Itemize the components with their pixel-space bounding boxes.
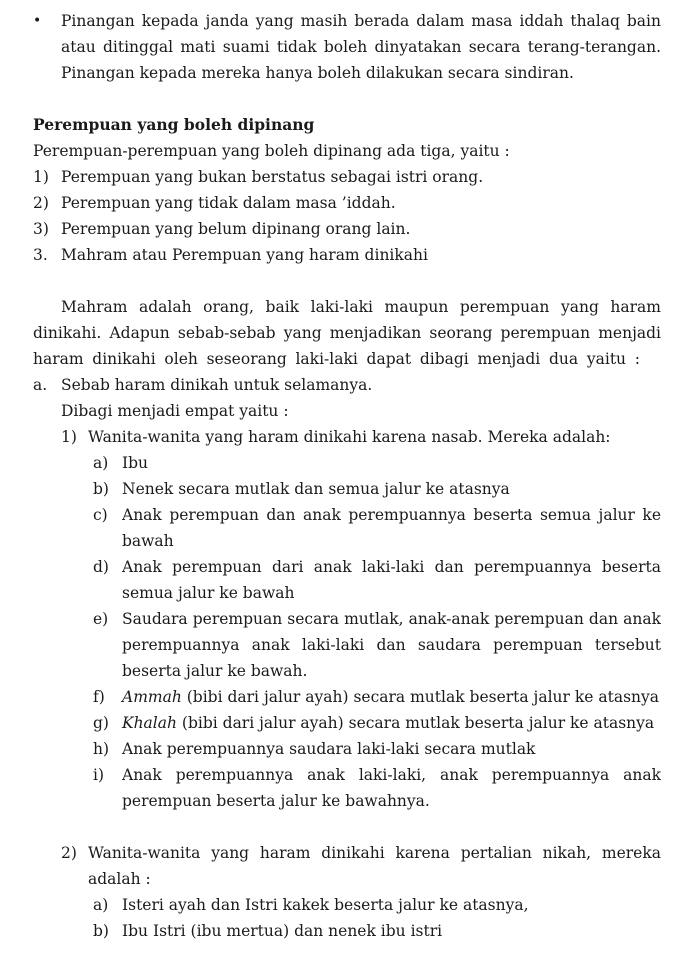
- list-marker: c): [93, 506, 108, 524]
- list-marker: f): [93, 688, 105, 706]
- category-pertalian-nikah: [0, 840, 686, 866]
- list-text: Wanita-wanita yang haram dinikahi karena pertalian nikah, mereka: [88, 844, 661, 862]
- list-item: [0, 684, 686, 710]
- list-text: Mahram atau Perempuan yang haram dinikahi: [61, 246, 428, 264]
- list-text: beserta jalur ke bawah.: [122, 662, 308, 680]
- list-text: Perempuan yang bukan berstatus sebagai istri orang.: [61, 168, 484, 186]
- list-marker: a.: [33, 376, 48, 394]
- list-marker: h): [93, 740, 110, 758]
- list-item: [0, 450, 686, 476]
- list-item: [0, 216, 686, 242]
- list-text: adalah :: [88, 870, 151, 888]
- section-heading: [0, 112, 686, 138]
- list-marker: i): [93, 766, 105, 784]
- bullet-text: Pinangan kepada mereka hanya boleh dilakukan secara sindiran.: [61, 64, 574, 82]
- list-item: [0, 918, 686, 944]
- list-marker: 2): [33, 194, 49, 212]
- paragraph-line: [0, 346, 686, 372]
- list-item: [0, 502, 686, 528]
- list-item-cont: [0, 632, 686, 658]
- list-marker: a): [93, 896, 109, 914]
- category-nasab: [0, 424, 686, 450]
- list-item-cont: [0, 528, 686, 554]
- paragraph-line: [0, 320, 686, 346]
- list-text: [122, 710, 654, 736]
- list-marker: 1): [61, 428, 77, 446]
- list-text: perempuannya anak laki-laki dan saudara perempuan tersebut: [122, 636, 661, 654]
- list-marker: b): [93, 480, 109, 498]
- list-text: bawah: [122, 532, 174, 550]
- list-item-cont: [0, 788, 686, 814]
- list-item: [0, 190, 686, 216]
- list-text: Anak perempuannya saudara laki-laki secara mutlak: [122, 740, 536, 758]
- bullet-marker: •: [33, 13, 42, 29]
- list-item: [0, 762, 686, 788]
- list-item: [0, 164, 686, 190]
- term-italic: Ammah: [122, 688, 182, 706]
- bullet-item-line: [0, 34, 686, 60]
- list-marker: 2): [61, 844, 77, 862]
- list-marker: b): [93, 922, 109, 940]
- list-text: semua jalur ke bawah: [122, 584, 295, 602]
- list-item: [0, 554, 686, 580]
- list-text: Anak perempuan dari anak laki-laki dan perempuannya beserta: [122, 558, 661, 576]
- list-item: [0, 892, 686, 918]
- paragraph-line: [0, 294, 686, 320]
- list-text: perempuan beserta jalur ke bawahnya.: [122, 792, 430, 810]
- paragraph-text: dinikahi. Adapun sebab-sebab yang menjadikan seorang perempuan menjadi: [33, 324, 661, 342]
- section-intro: [0, 138, 686, 164]
- list-item-cont: [0, 580, 686, 606]
- list-item: [0, 736, 686, 762]
- list-text: Wanita-wanita yang haram dinikahi karena nasab. Mereka adalah:: [88, 428, 611, 446]
- list-marker: d): [93, 558, 109, 576]
- list-item: [0, 710, 686, 736]
- list-text: Dibagi menjadi empat yaitu :: [61, 402, 289, 420]
- list-item-cont: [0, 658, 686, 684]
- term-italic: Khalah: [122, 714, 177, 732]
- section-heading-text: Perempuan yang boleh dipinang: [33, 115, 315, 134]
- list-marker: 3): [33, 220, 49, 238]
- sub-item-a-desc: [0, 398, 686, 424]
- bullet-text: Pinangan kepada janda yang masih berada dalam masa iddah thalaq bain: [61, 12, 661, 30]
- list-item: [0, 606, 686, 632]
- list-text: Nenek secara mutlak dan semua jalur ke atasnya: [122, 480, 510, 498]
- list-text: Anak perempuannya anak laki-laki, anak perempuannya anak: [122, 766, 661, 784]
- list-marker: 3.: [33, 246, 48, 264]
- list-text: Perempuan yang tidak dalam masa ’iddah.: [61, 194, 396, 212]
- term-rest: (bibi dari jalur ayah) secara mutlak beserta jalur ke atasnya: [181, 688, 660, 706]
- list-text: Anak perempuan dan anak perempuannya beserta semua jalur ke: [122, 506, 661, 524]
- paragraph-text: Mahram adalah orang, baik laki-laki maupun perempuan yang haram: [61, 298, 661, 316]
- list-marker: e): [93, 610, 109, 628]
- list-marker: g): [93, 714, 109, 732]
- list-text: Ibu Istri (ibu mertua) dan nenek ibu istri: [122, 922, 443, 940]
- section-intro-text: Perempuan-perempuan yang boleh dipinang ada tiga, yaitu :: [33, 142, 510, 160]
- bullet-item-line: [0, 8, 686, 34]
- list-text: Perempuan yang belum dipinang orang lain.: [61, 220, 411, 238]
- list-marker: 1): [33, 168, 49, 186]
- bullet-item-line: [0, 60, 686, 86]
- sub-item-a: [0, 372, 686, 398]
- list-marker: a): [93, 454, 109, 472]
- list-text: Saudara perempuan secara mutlak, anak-anak perempuan dan anak: [122, 610, 661, 628]
- paragraph-text: haram dinikahi oleh seseorang laki-laki dapat dibagi menjadi dua yaitu :: [33, 350, 640, 368]
- list-item: [0, 242, 686, 268]
- list-item: [0, 476, 686, 502]
- category-pertalian-nikah-cont: [0, 866, 686, 892]
- bullet-text: atau ditinggal mati suami tidak boleh dinyatakan secara terang-terangan.: [61, 38, 661, 56]
- list-text: [122, 684, 659, 710]
- list-text: Sebab haram dinikah untuk selamanya.: [61, 376, 373, 394]
- list-text: Ibu: [122, 454, 149, 472]
- list-text: Isteri ayah dan Istri kakek beserta jalur ke atasnya,: [122, 896, 529, 914]
- term-rest: (bibi dari jalur ayah) secara mutlak beserta jalur ke atasnya: [176, 714, 655, 732]
